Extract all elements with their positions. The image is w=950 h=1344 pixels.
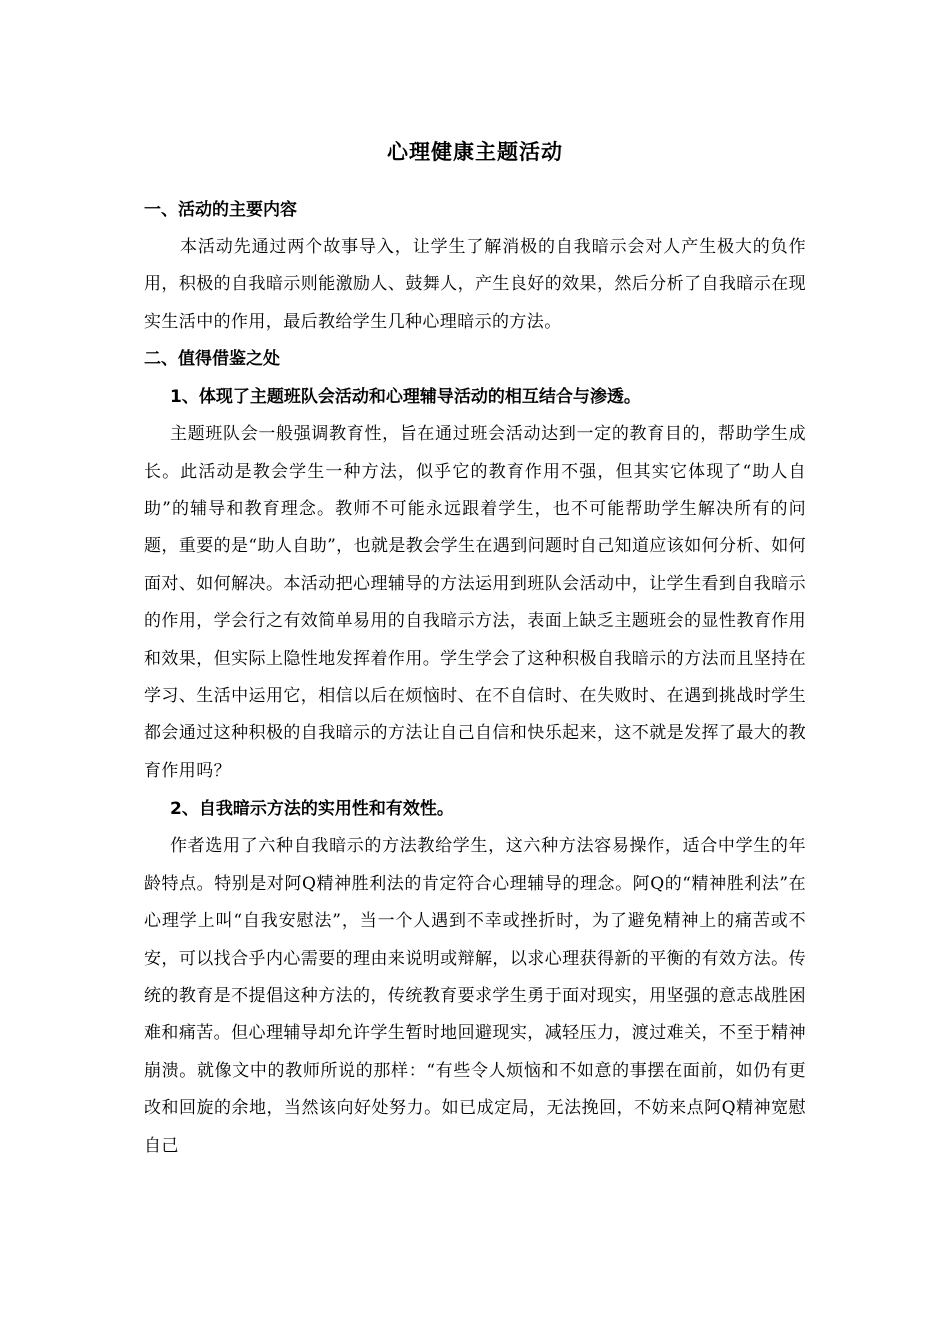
paragraph-point-1: 主题班队会一般强调教育性，旨在通过班会活动达到一定的教育目的，帮助学生成长。此活动是教会学生一种方法，似乎它的教育作用不强，但其实它体现了“助人自助”的辅导和教育理念。教师不可能永远跟着学生，也不可能帮助学生解决所有的问题，重要的是“助人自助”，也就是教会学生在遇到问题时自己知道应该如何分析、如何面对、如何解决。本活动把心理辅导的方法运用到班队会活动中，让学生看到自我暗示的作用，学会行之有效简单易用的自我暗示方法，表面上缺乏主题班会的显性教育作用和效果，但实际上隐性地发挥着作用。学生学会了这种积极自我暗示的方法而且坚持在学习、生活中运用它，相信以后在烦恼时、在不自信时、在失败时、在遇到挑战时学生都会通过这种积极的自我暗示的方法让自己自信和快乐起来，这不就是发挥了最大的教育作用吗？ bbox=[144, 424, 806, 781]
subheading-point-1: 1、体现了主题班队会活动和心理辅导活动的相互结合与渗透。 bbox=[170, 387, 641, 408]
section-heading-activity-content: 一、活动的主要内容 bbox=[144, 200, 297, 220]
section-paragraph-activity-content: 本活动先通过两个故事导入，让学生了解消极的自我暗示会对人产生极大的负作用，积极的自我暗示则能激励人、鼓舞人，产生良好的效果，然后分析了自我暗示在现实生活中的作用，最后教给学生几种心理暗示的方法。 bbox=[144, 237, 806, 332]
paragraph-point-2: 作者选用了六种自我暗示的方法教给学生，这六种方法容易操作，适合中学生的年龄特点。特别是对阿Q精神胜利法的肯定符合心理辅导的理念。阿Q的“精神胜利法”在心理学上叫“自我安慰法”，当一个人遇到不幸或挫折时，为了避免精神上的痛苦或不安，可以找合乎内心需要的理由来说明或辩解，以求心理获得新的平衡的有效方法。传统的教育是不提倡这种方法的，传统教育要求学生勇于面对现实，用坚强的意志战胜困难和痛苦。但心理辅导却允许学生暂时地回避现实，减轻压力，渡过难关，不至于精神崩溃。就像文中的教师所说的那样：“有些令人烦恼和不如意的事摆在面前，如仍有更改和回旋的余地，当然该向好处努力。如已成定局，无法挽回，不妨来点阿Q精神宽慰自己 bbox=[144, 836, 806, 1156]
document-body bbox=[144, 132, 806, 1165]
section-heading-highlights: 二、值得借鉴之处 bbox=[144, 349, 280, 370]
subheading-point-2: 2、自我暗示方法的实用性和有效性。 bbox=[170, 799, 454, 820]
document-title: 心理健康主题活动 bbox=[387, 140, 563, 164]
